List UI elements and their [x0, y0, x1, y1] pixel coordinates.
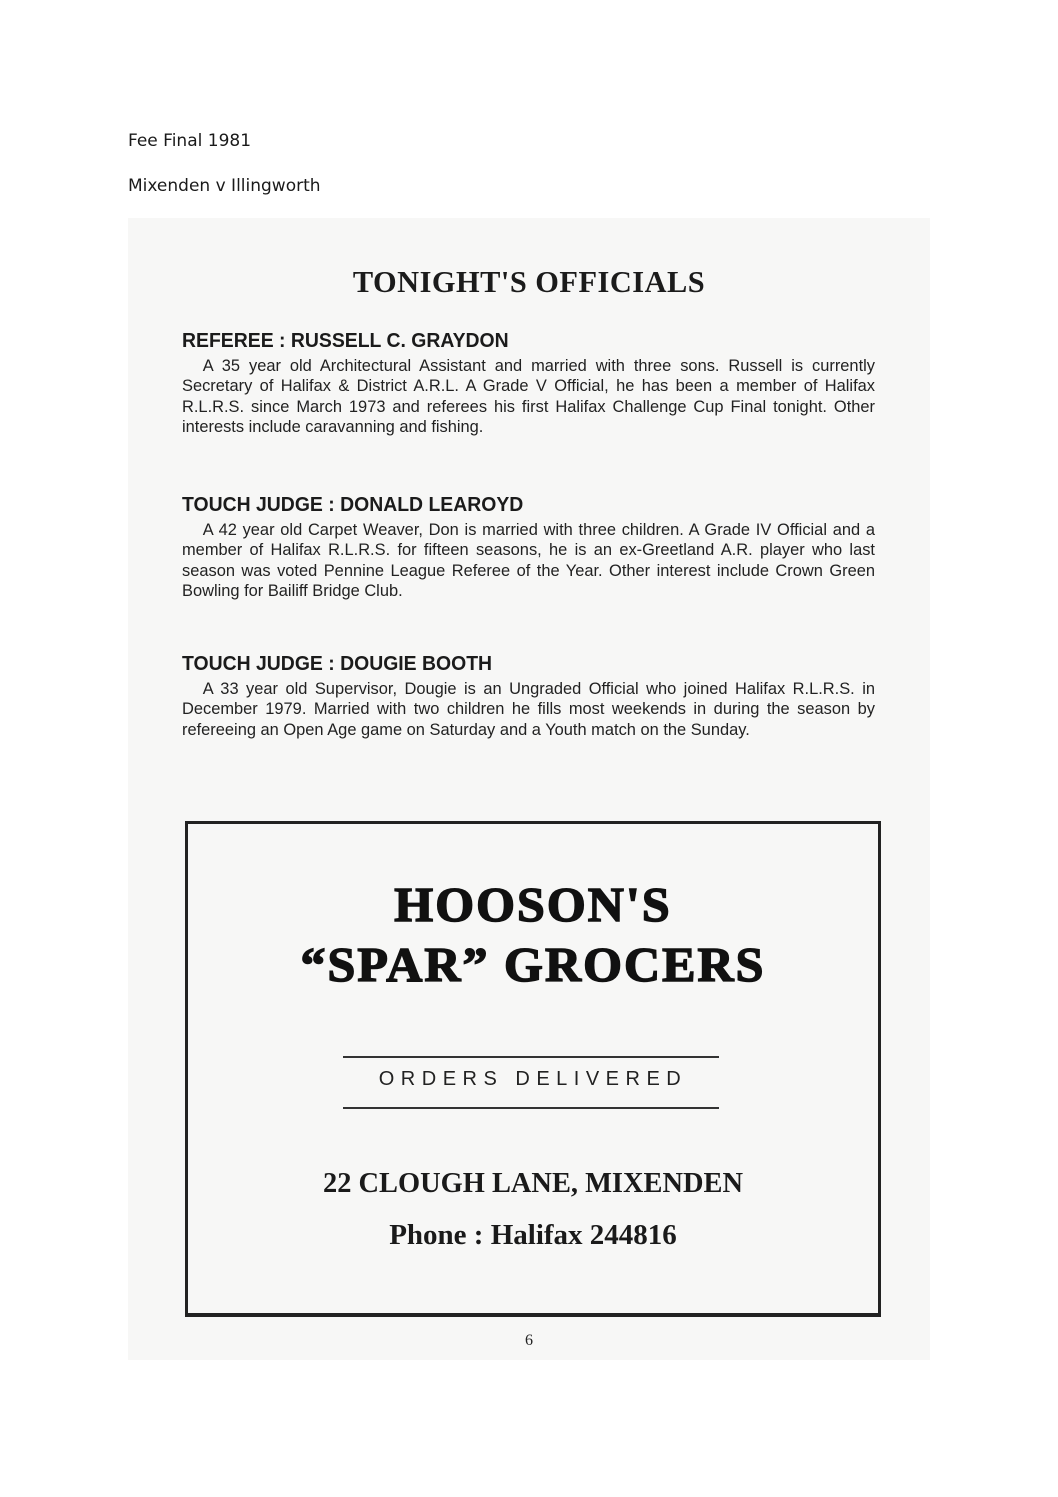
official-touch-judge-1 [182, 494, 882, 601]
official-heading: TOUCH JUDGE : DOUGIE BOOTH [182, 653, 493, 675]
page-title: TONIGHT'S OFFICIALS [352, 264, 706, 299]
advert-tagline: ORDERS DELIVERED [378, 1068, 688, 1090]
advert-phone: Phone : Halifax 244816 [389, 1219, 677, 1251]
page-number: 6 [525, 1332, 533, 1349]
divider-rule [343, 1056, 719, 1058]
document-caption-title: Fee Final 1981 [128, 131, 252, 151]
advertisement-box [185, 821, 881, 1317]
official-referee [182, 330, 882, 437]
divider-rule [343, 1107, 719, 1109]
official-bio: A 42 year old Carpet Weaver, Don is married with three children. A Grade IV Official and a member of Halifax R.L.R.S. for fifteen seasons, he is an ex-Greetland A.R. player who last season was voted Pennine League Referee of the Year. Other interest include Crown Green Bowling for Bailiff Bridge Club. [182, 520, 875, 600]
official-bio: A 33 year old Supervisor, Dougie is an Ungraded Official who joined Halifax R.L.R.S. in December 1979. Married with two children he fills most weekends in during the season by refereeing an Open Age game on Saturday and a Youth match on the Sunday. [182, 679, 875, 739]
scanned-programme-page [128, 218, 930, 1360]
advert-shop-type: “SPAR” GROCERS [300, 937, 766, 992]
official-heading: TOUCH JUDGE : DONALD LEAROYD [182, 494, 524, 516]
official-heading: REFEREE : RUSSELL C. GRAYDON [182, 330, 509, 352]
official-bio: A 35 year old Architectural Assistant and married with three sons. Russell is currently Secretary of Halifax & District A.R.L. A Grade V Official, he has been a member of Halifax R.L.R.S. since March 1973 and referees his first Halifax Challenge Cup Final tonight. Other interests include caravanning and fishing. [182, 356, 875, 436]
official-touch-judge-2 [182, 653, 882, 740]
document-caption-match: Mixenden v Illingworth [128, 176, 321, 196]
advert-shop-name: HOOSON'S [394, 877, 672, 932]
advert-address: 22 CLOUGH LANE, MIXENDEN [322, 1167, 744, 1199]
